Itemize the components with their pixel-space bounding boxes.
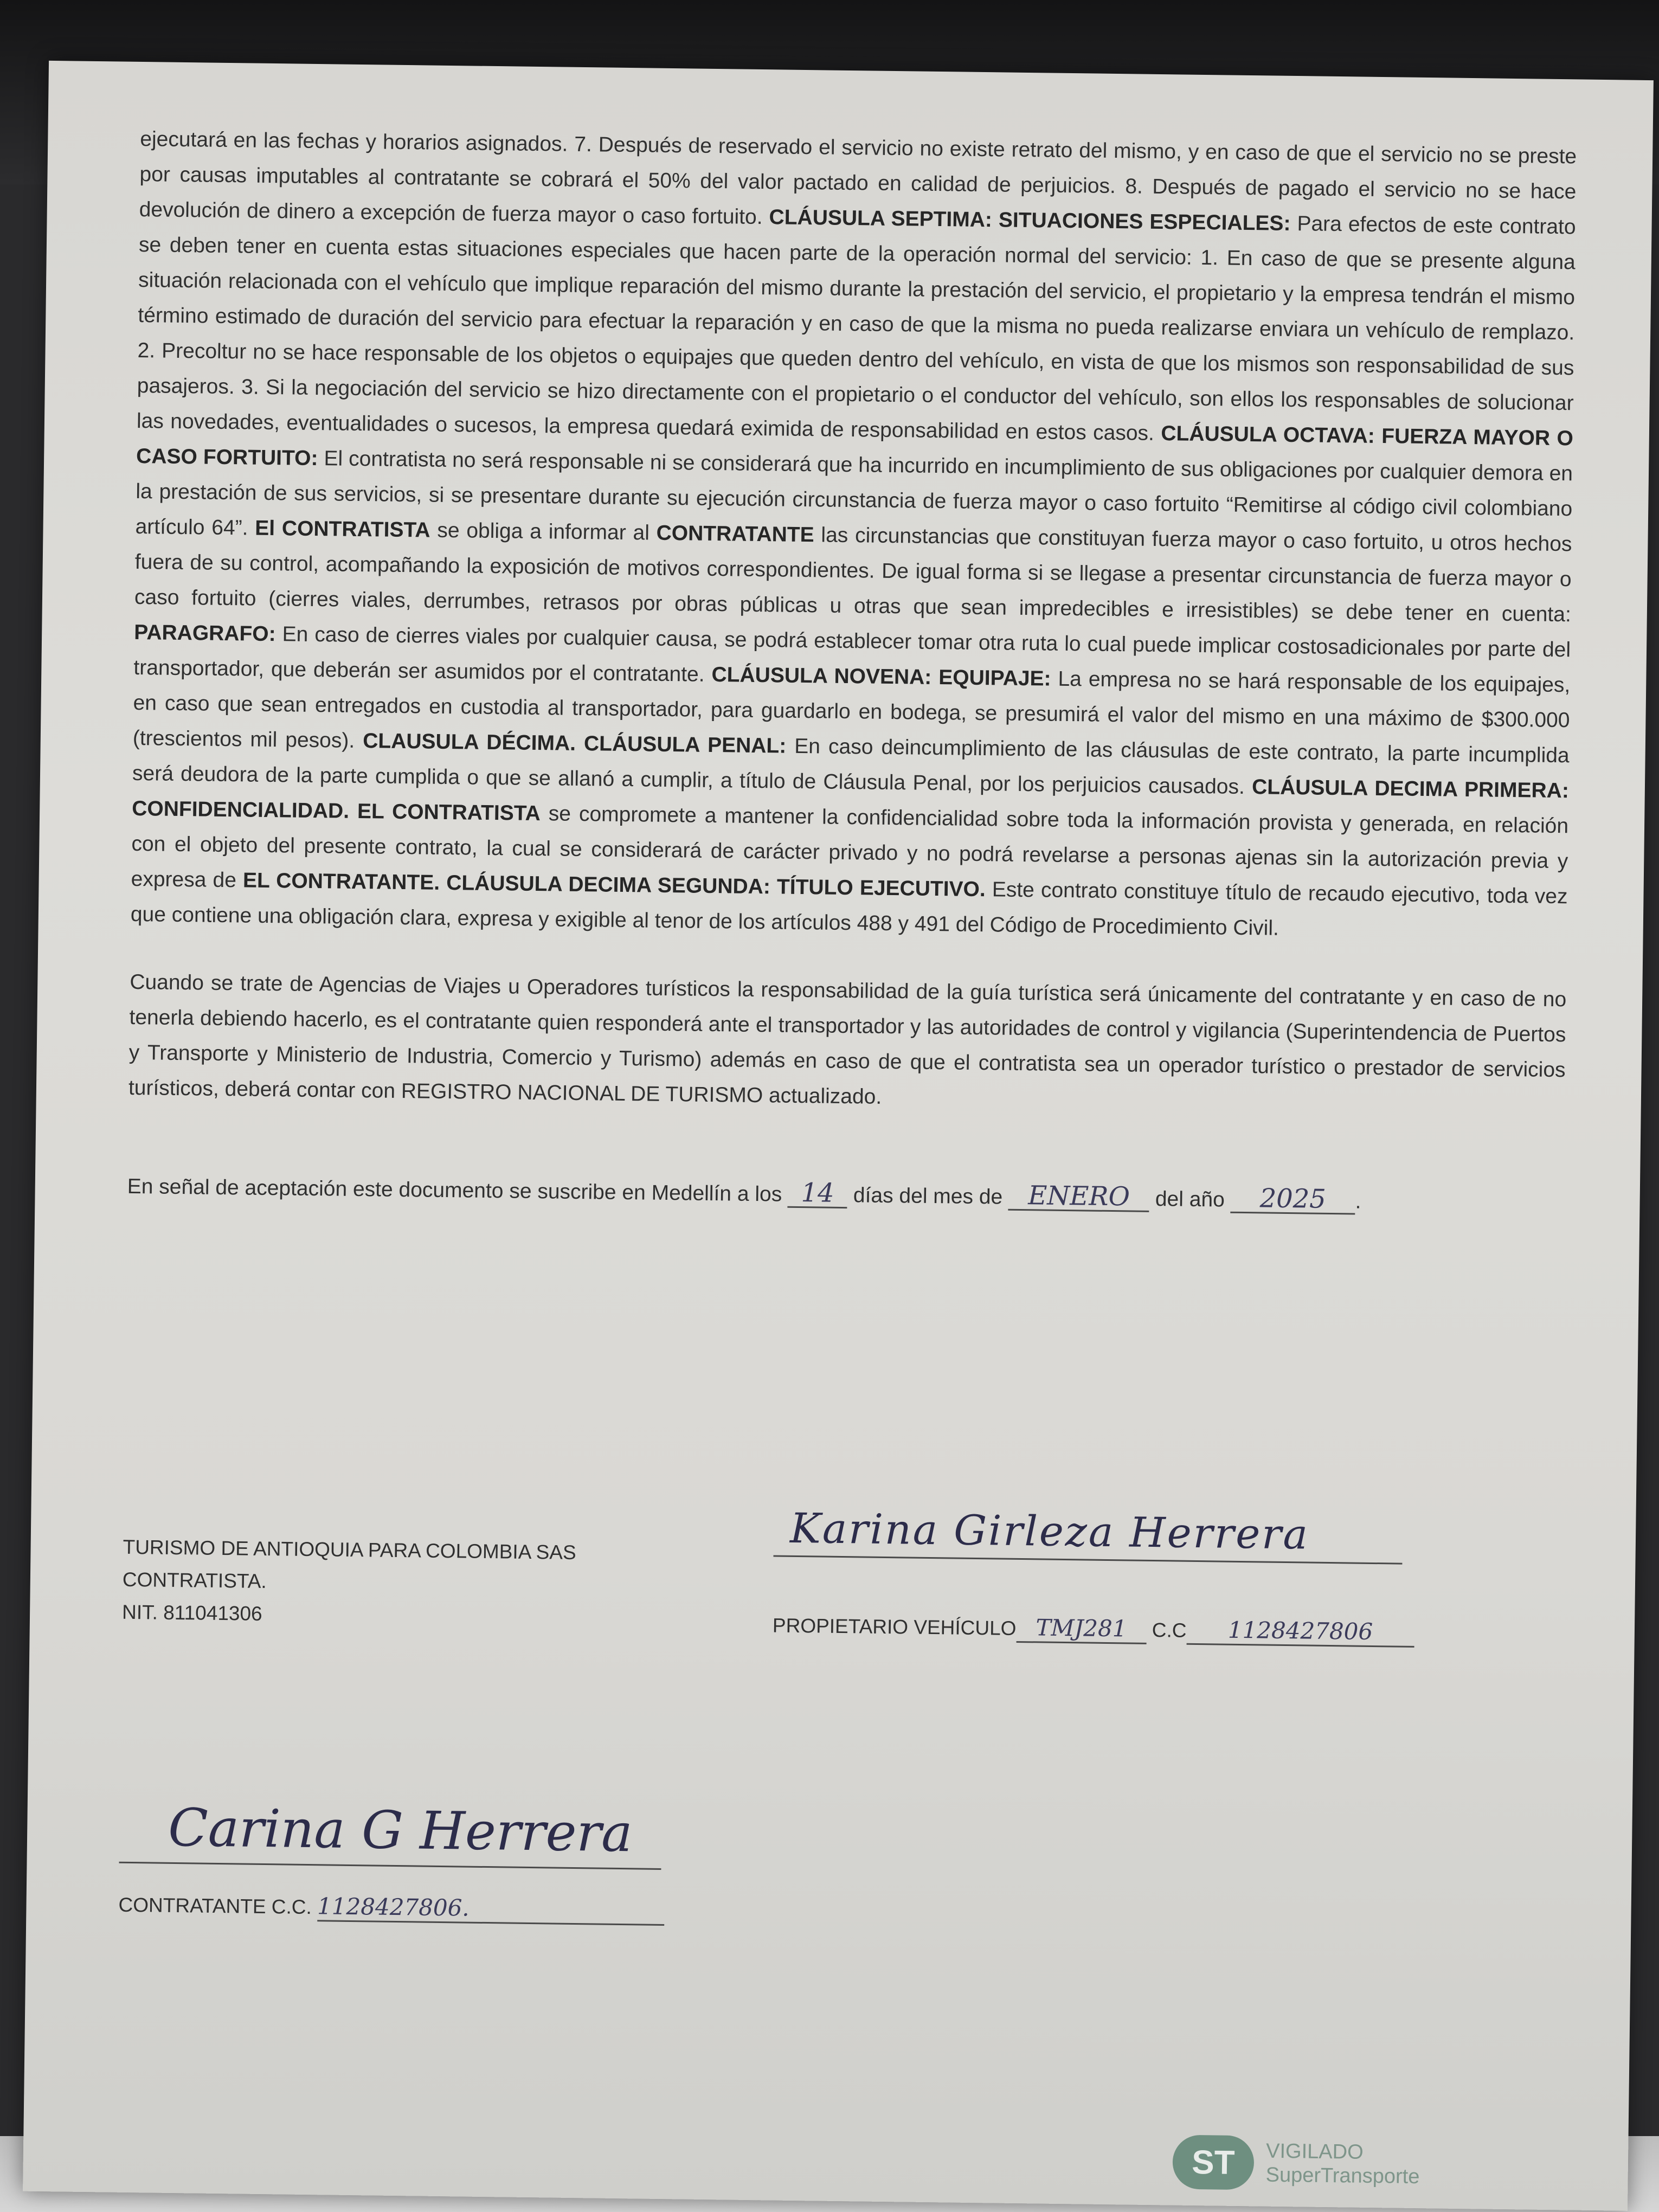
clause-heading: EL CONTRATANTE. CLÁUSULA DECIMA SEGUNDA: TÍTULO EJECUTIVO.	[242, 869, 986, 902]
clause-heading: CLÁUSULA NOVENA: EQUIPAJE:	[711, 663, 1051, 691]
supertransporte-logo-icon: ST	[1172, 2135, 1254, 2190]
clause-text: En caso deincumplimiento de las cláusulas de este contrato, la parte incumplida será deudora de la parte cumplida o que se allanó a cumplir, a título de Cláusula Penal, por los perjuicios causados.	[132, 734, 1570, 799]
clause-heading: CONTRATANTE	[656, 521, 814, 547]
clause-text: La empresa no se hará responsable de los equipajes, en caso que sean entregados en custodia al transportador, para guardarlo en bodega, se presumirá el valor del mismo en una máximo de $300.000 (trescientos mil pesos).	[132, 667, 1571, 753]
owner-label: PROPIETARIO VEHÍCULO	[772, 1614, 1017, 1639]
contratante-label: CONTRATANTE C.C.	[118, 1893, 312, 1919]
year-label: del año	[1155, 1187, 1225, 1212]
clause-heading: PARAGRAFO:	[133, 620, 276, 646]
signature-blocks	[118, 1450, 1560, 1921]
year-field: 2025	[1230, 1185, 1355, 1215]
acceptance-prefix: En señal de aceptación este documento se suscribe en Medellín a los	[127, 1174, 782, 1206]
company-block	[122, 1531, 576, 1634]
supertransporte-seal	[1172, 2135, 1420, 2192]
owner-cc-label: C.C	[1152, 1618, 1187, 1642]
acceptance-end: .	[1355, 1189, 1361, 1213]
clause-text: ejecutará en las fechas y horarios asignados. 7. Después de reservado el servicio no existe retrato del mismo, y en caso de que el servicio no se preste por causas imputables al contratante se cobrará el 50% del valor pactado en calidad de perjuicios. 8. Después de pagado el servicio no se hace devolución de dinero a excepción de fuerza mayor o caso fortuito.	[139, 127, 1577, 229]
acceptance-middle: días del mes de	[853, 1184, 1003, 1209]
contratante-signature-line	[119, 1775, 663, 1870]
contratante-signature: Carina G Herrera	[168, 1797, 633, 1864]
contract-page	[23, 61, 1654, 2211]
clause-text: Este contrato constituye título de recaudo ejecutivo, toda vez que contiene una obligación clara, expresa y exigible al tenor de los artículos 488 y 491 del Código de Procedimiento Civil.	[130, 878, 1568, 940]
seal-text	[1265, 2139, 1420, 2189]
clause-heading: CLÁUSULA DECIMA PRIMERA: CONFIDENCIALIDAD. EL CONTRATISTA	[132, 775, 1570, 826]
clause-text: Para efectos de este contrato se deben tener en cuenta estas situaciones especiales que hacen parte de la operación normal del servicio: 1. En caso de que se presente alguna situación relacionada con el vehículo que implique reparación del mismo durante la prestación del servicio, el propietario y la empresa tendrán el mismo término estimado de duración del servicio para efectuar la reparación y en caso de que la misma no pueda realizarse enviara un vehículo de remplazo. 2. Precoltur no se hace responsable de los objetos o equipajes que queden dentro del vehículo, en vista de que los mismos son responsabilidad de sus pasajeros. 3. Si la negociación del servicio se hizo directamente con el propietario o el conductor del vehículo, son ellos los responsables de solucionar las novedades, eventualidades o sucesos, la empresa quedará eximida de responsabilidad en estos casos.	[136, 211, 1576, 446]
clause-text: se compromete a mantener la confidencialidad sobre toda la información provista y generada, en relación con el objeto del presente contrato, la cual se considerará de carácter privado y no podrá revelarse a personas ajenas sin la autorización previa y expresa de	[131, 802, 1569, 892]
tourism-agencies-paragraph: Cuando se trate de Agencias de Viajes u Operadores turísticos la responsabilidad de la guía turística será únicamente del contratante y en caso de no tenerla debiendo hacerlo, es el contratante quien responderá ante el transportador y las autoridades de control y vigilancia (Superintendencia de Puertos y Transporte y Ministerio de Industria, Comercio y Turismo) además en caso de que el contratista sea un operador turístico o prestador de servicios turísticos, deberá contar con REGISTRO NACIONAL DE TURISMO actualizado.	[128, 970, 1567, 1109]
day-field: 14	[788, 1179, 848, 1208]
clause-text: se obliga a informar al	[430, 518, 657, 545]
owner-cc-field: 1128427806	[1186, 1616, 1414, 1648]
clause-heading: CLÁUSULA OCTAVA: FUERZA MAYOR O CASO FORTUITO:	[136, 422, 1574, 471]
clause-heading: CLÁUSULA SEPTIMA: SITUACIONES ESPECIALES:	[769, 205, 1291, 235]
plate-field: TMJ281	[1016, 1614, 1147, 1644]
company-role: CONTRATISTA.	[122, 1568, 267, 1593]
owner-label-line	[773, 1609, 1414, 1649]
owner-signature-line	[773, 1479, 1403, 1564]
owner-signature: Karina Girleza Herrera	[789, 1503, 1310, 1559]
clause-heading: El CONTRATISTA	[255, 516, 430, 542]
clause-text: El contratista no será responsable ni se considerará que ha incurrido en incumplimiento de sus obligaciones por cualquier demora en la prestación de sus servicios, si se presentare durante su ejecución circunstancia de fuerza mayor o caso fortuito “Remitirse al código civil colombiano artículo 64”.	[135, 447, 1573, 540]
month-field: ENERO	[1008, 1182, 1150, 1212]
clause-text: En caso de cierres viales por cualquier causa, se podrá establecer tomar otra ruta lo cual puede implicar costosadicionales por parte del transportador, que deberán ser asumidos por el contratante.	[133, 622, 1571, 686]
clauses-paragraph	[130, 121, 1577, 949]
contratante-label-line	[118, 1889, 664, 1928]
clause-heading: CLAUSULA DÉCIMA. CLÁUSULA PENAL:	[363, 729, 787, 758]
company-nit: NIT. 811041306	[121, 1600, 262, 1625]
seal-line-2: SuperTransporte	[1265, 2163, 1420, 2189]
document-body	[127, 121, 1577, 1220]
clause-text: las circunstancias que constituyan fuerza mayor o caso fortuito, u otros hechos fuera de su control, acompañando la exposición de motivos correspondientes. De igual forma si se llegase a presentar circunstancia de fuerza mayor o caso fortuito (cierres viales, derrumbes, retrasos por obras públicas u otras que sean impredecibles e irresistibles) se debe tener en cuenta:	[134, 523, 1572, 627]
contratante-cc-field: 1128427806.	[317, 1893, 665, 1926]
company-name: TURISMO DE ANTIOQUIA PARA COLOMBIA SAS	[123, 1535, 576, 1564]
seal-line-1: VIGILADO	[1265, 2139, 1364, 2164]
acceptance-line	[127, 1171, 1564, 1220]
